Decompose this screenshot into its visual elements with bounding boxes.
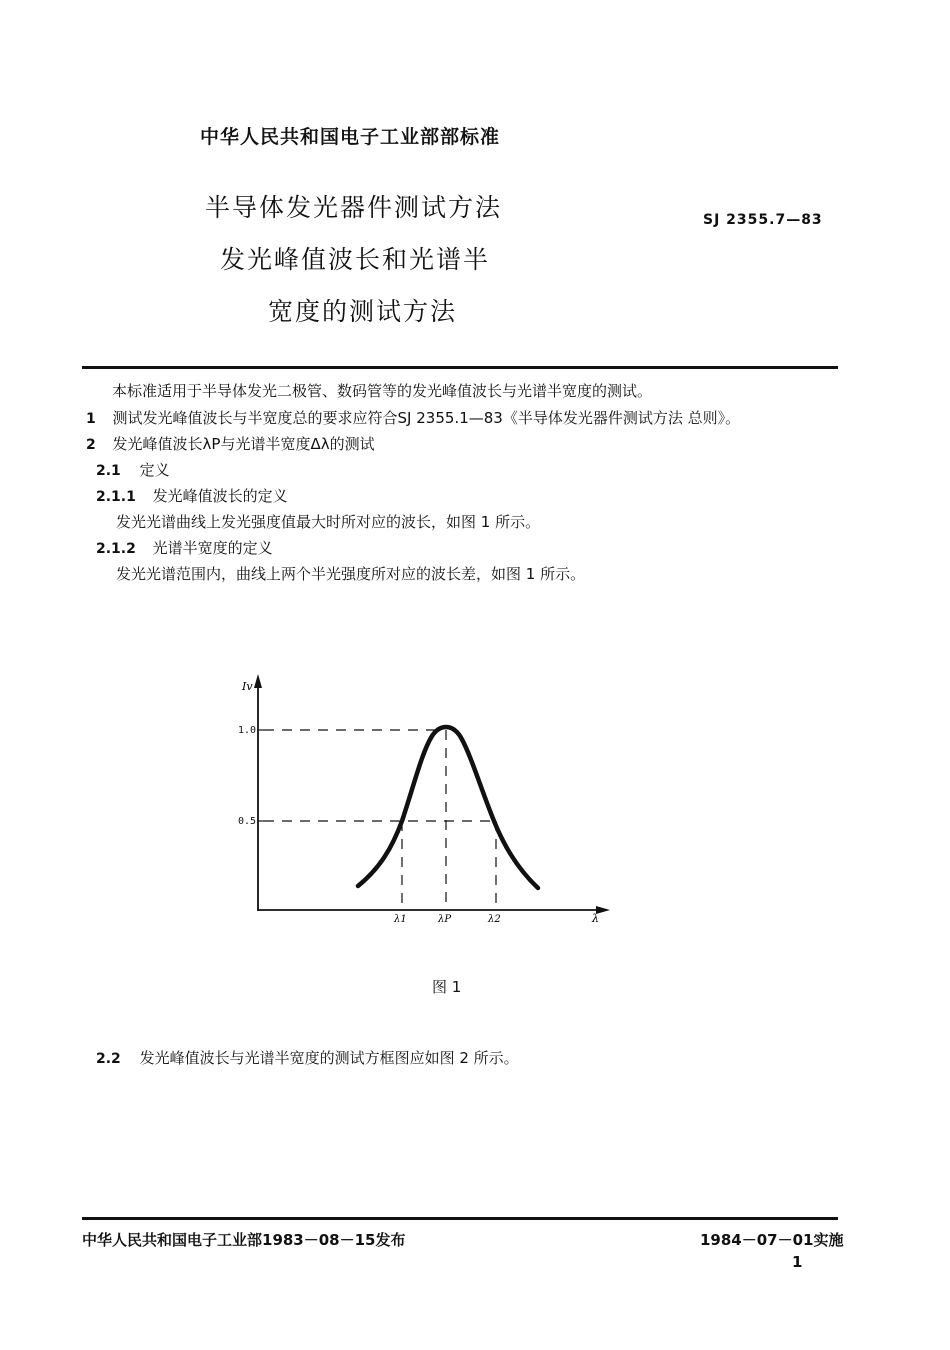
section-2-text: 发光峰值波长λP与光谱半宽度Δλ的测试	[112, 435, 375, 453]
spectrum-curve	[358, 727, 538, 888]
title-line-1: 半导体发光器件测试方法	[205, 193, 503, 222]
section-2-1-1-body: 发光光谱曲线上发光强度值最大时所对应的波长，如图 1 所示。	[116, 513, 541, 531]
x-tick-lambdap: λP	[438, 914, 452, 925]
document-header: 中华人民共和国电子工业部部标准	[200, 126, 501, 148]
section-2-1-2-text: 光谱半宽度的定义	[152, 539, 273, 557]
section-1-number: 1	[86, 411, 96, 427]
x-axis-label: λ	[592, 912, 599, 925]
section-2	[86, 433, 375, 454]
spectrum-figure	[230, 670, 620, 930]
issue-date: 中华人民共和国电子工业部1983－08－15发布	[82, 1231, 406, 1249]
section-2-1-1	[96, 485, 288, 506]
section-1	[86, 407, 740, 428]
title-line-3: 宽度的测试方法	[268, 297, 458, 326]
section-2-1-1-number: 2.1.1	[96, 489, 136, 505]
figure-caption: 图 1	[432, 978, 462, 996]
section-2-1-number: 2.1	[96, 463, 121, 479]
section-2-1-2	[96, 537, 273, 558]
bottom-rule	[82, 1217, 838, 1220]
section-2-1-2-number: 2.1.2	[96, 541, 136, 557]
section-2-number: 2	[86, 437, 96, 453]
section-2-2-number: 2.2	[96, 1051, 121, 1067]
x-tick-lambda2: λ2	[488, 914, 501, 925]
standard-code: SJ 2355.7—83	[703, 212, 823, 228]
title-line-2: 发光峰值波长和光谱半	[220, 245, 491, 274]
y-tick-0-5: 0.5	[238, 816, 257, 827]
section-1-text: 测试发光峰值波长与半宽度总的要求应符合SJ 2355.1—83《半导体发光器件测试方法 总则》。	[112, 409, 741, 427]
section-2-1-text: 定义	[139, 461, 170, 479]
effective-date: 1984－07－01实施	[700, 1231, 844, 1249]
x-tick-lambda1: λ1	[394, 914, 407, 925]
page-number: 1	[792, 1253, 803, 1271]
section-2-2	[96, 1047, 519, 1068]
section-2-1-2-body: 发光光谱范围内，曲线上两个半光强度所对应的波长差，如图 1 所示。	[116, 565, 586, 583]
intro-text: 本标准适用于半导体发光二极管、数码管等的发光峰值波长与光谱半宽度的测试。	[112, 382, 653, 400]
section-2-1-1-text: 发光峰值波长的定义	[152, 487, 288, 505]
section-2-1	[96, 459, 170, 480]
y-axis-label: Iv	[242, 680, 253, 693]
y-axis-arrow	[254, 674, 262, 688]
top-rule	[82, 366, 838, 369]
section-2-2-text: 发光峰值波长与光谱半宽度的测试方框图应如图 2 所示。	[139, 1049, 519, 1067]
y-tick-1: 1.0	[238, 725, 257, 736]
